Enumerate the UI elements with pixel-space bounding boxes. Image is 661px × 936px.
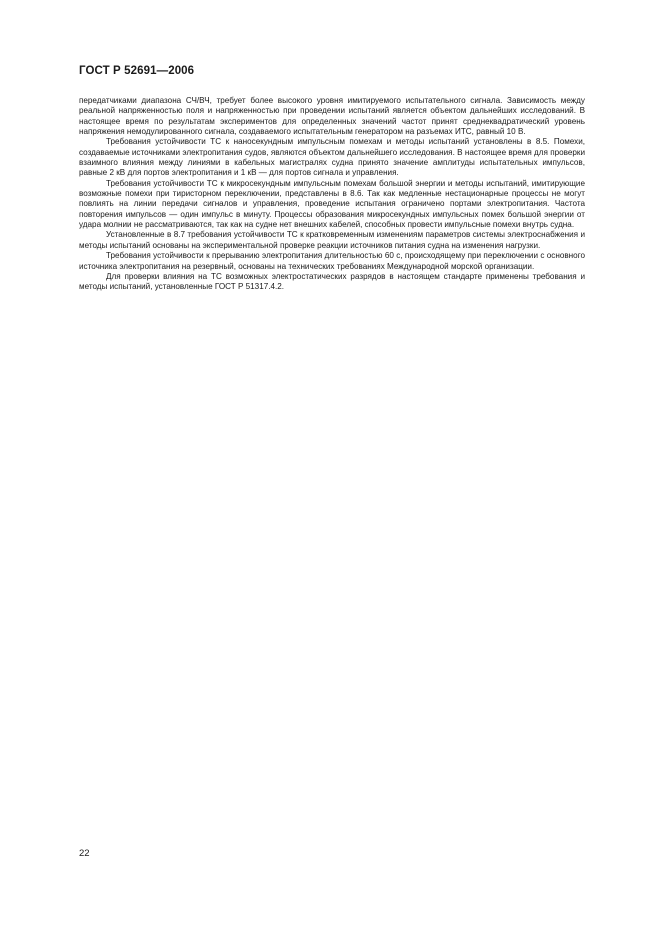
document-header-title: ГОСТ Р 52691—2006 xyxy=(79,65,195,77)
body-paragraph-2: Требования устойчивости ТС к наносекундным импульсным помехам и методы испытаний установлены в 8.5. Помехи, создаваемые источниками электропитания судов, являются объектом дальнейшего исследования. В настоящее время для проверки взаимного влияния между линиями в кабельных магистралях судна принято значение амплитуды испытательных импульсов, равные 2 кВ для портов электропитания и 1 кВ — для портов сигнала и управления. xyxy=(79,137,585,178)
body-paragraph-1: передатчиками диапазона СЧ/ВЧ, требует более высокого уровня имитируемого испытательного сигнала. Зависимость между реальной напряженностью поля и напряженностью при проведении испытаний является объектом дальнейших исследований. В настоящее время по результатам экспериментов для определенных значений частот принят среднеквадратический уровень напряжения немодулированного сигнала, создаваемого испытательным генератором на разъемах ИТС, равный 10 В. xyxy=(79,96,585,137)
document-body xyxy=(79,96,585,293)
page-number: 22 xyxy=(79,848,90,859)
body-paragraph-6: Для проверки влияния на ТС возможных электростатических разрядов в настоящем стандарте применены требования и методы испытаний, установленные ГОСТ Р 51317.4.2. xyxy=(79,271,585,292)
body-paragraph-4: Установленные в 8.7 требования устойчивости ТС к кратковременным изменениям параметров системы электроснабжения и методы испытаний основаны на экспериментальной проверке реакции источников питания судна на изменения нагрузки. xyxy=(79,230,585,250)
body-paragraph-5: Требования устойчивости к прерыванию электропитания длительностью 60 с, происходящему при переключении с основного источника электропитания на резервный, основаны на технических требованиях Международной морской организации. xyxy=(79,251,585,271)
body-paragraph-3: Требования устойчивости ТС к микросекундным импульсным помехам большой энергии и методы испытаний, имитирующие возможные помехи при тиристорном переключении, представлены в 8.6. Так как медленные нестационарные процессы не могут повлиять на линии передачи сигналов и управления, проведение испытания ограничено портами электропитания. Частота повторения импульсов — один импульс в минуту. Процессы образования микросекундных импульсных помех большой энергии от удара молнии не рассматриваются, так как на судне нет внешних кабелей, способных провести импульсные помехи внутрь судна. xyxy=(79,178,585,230)
